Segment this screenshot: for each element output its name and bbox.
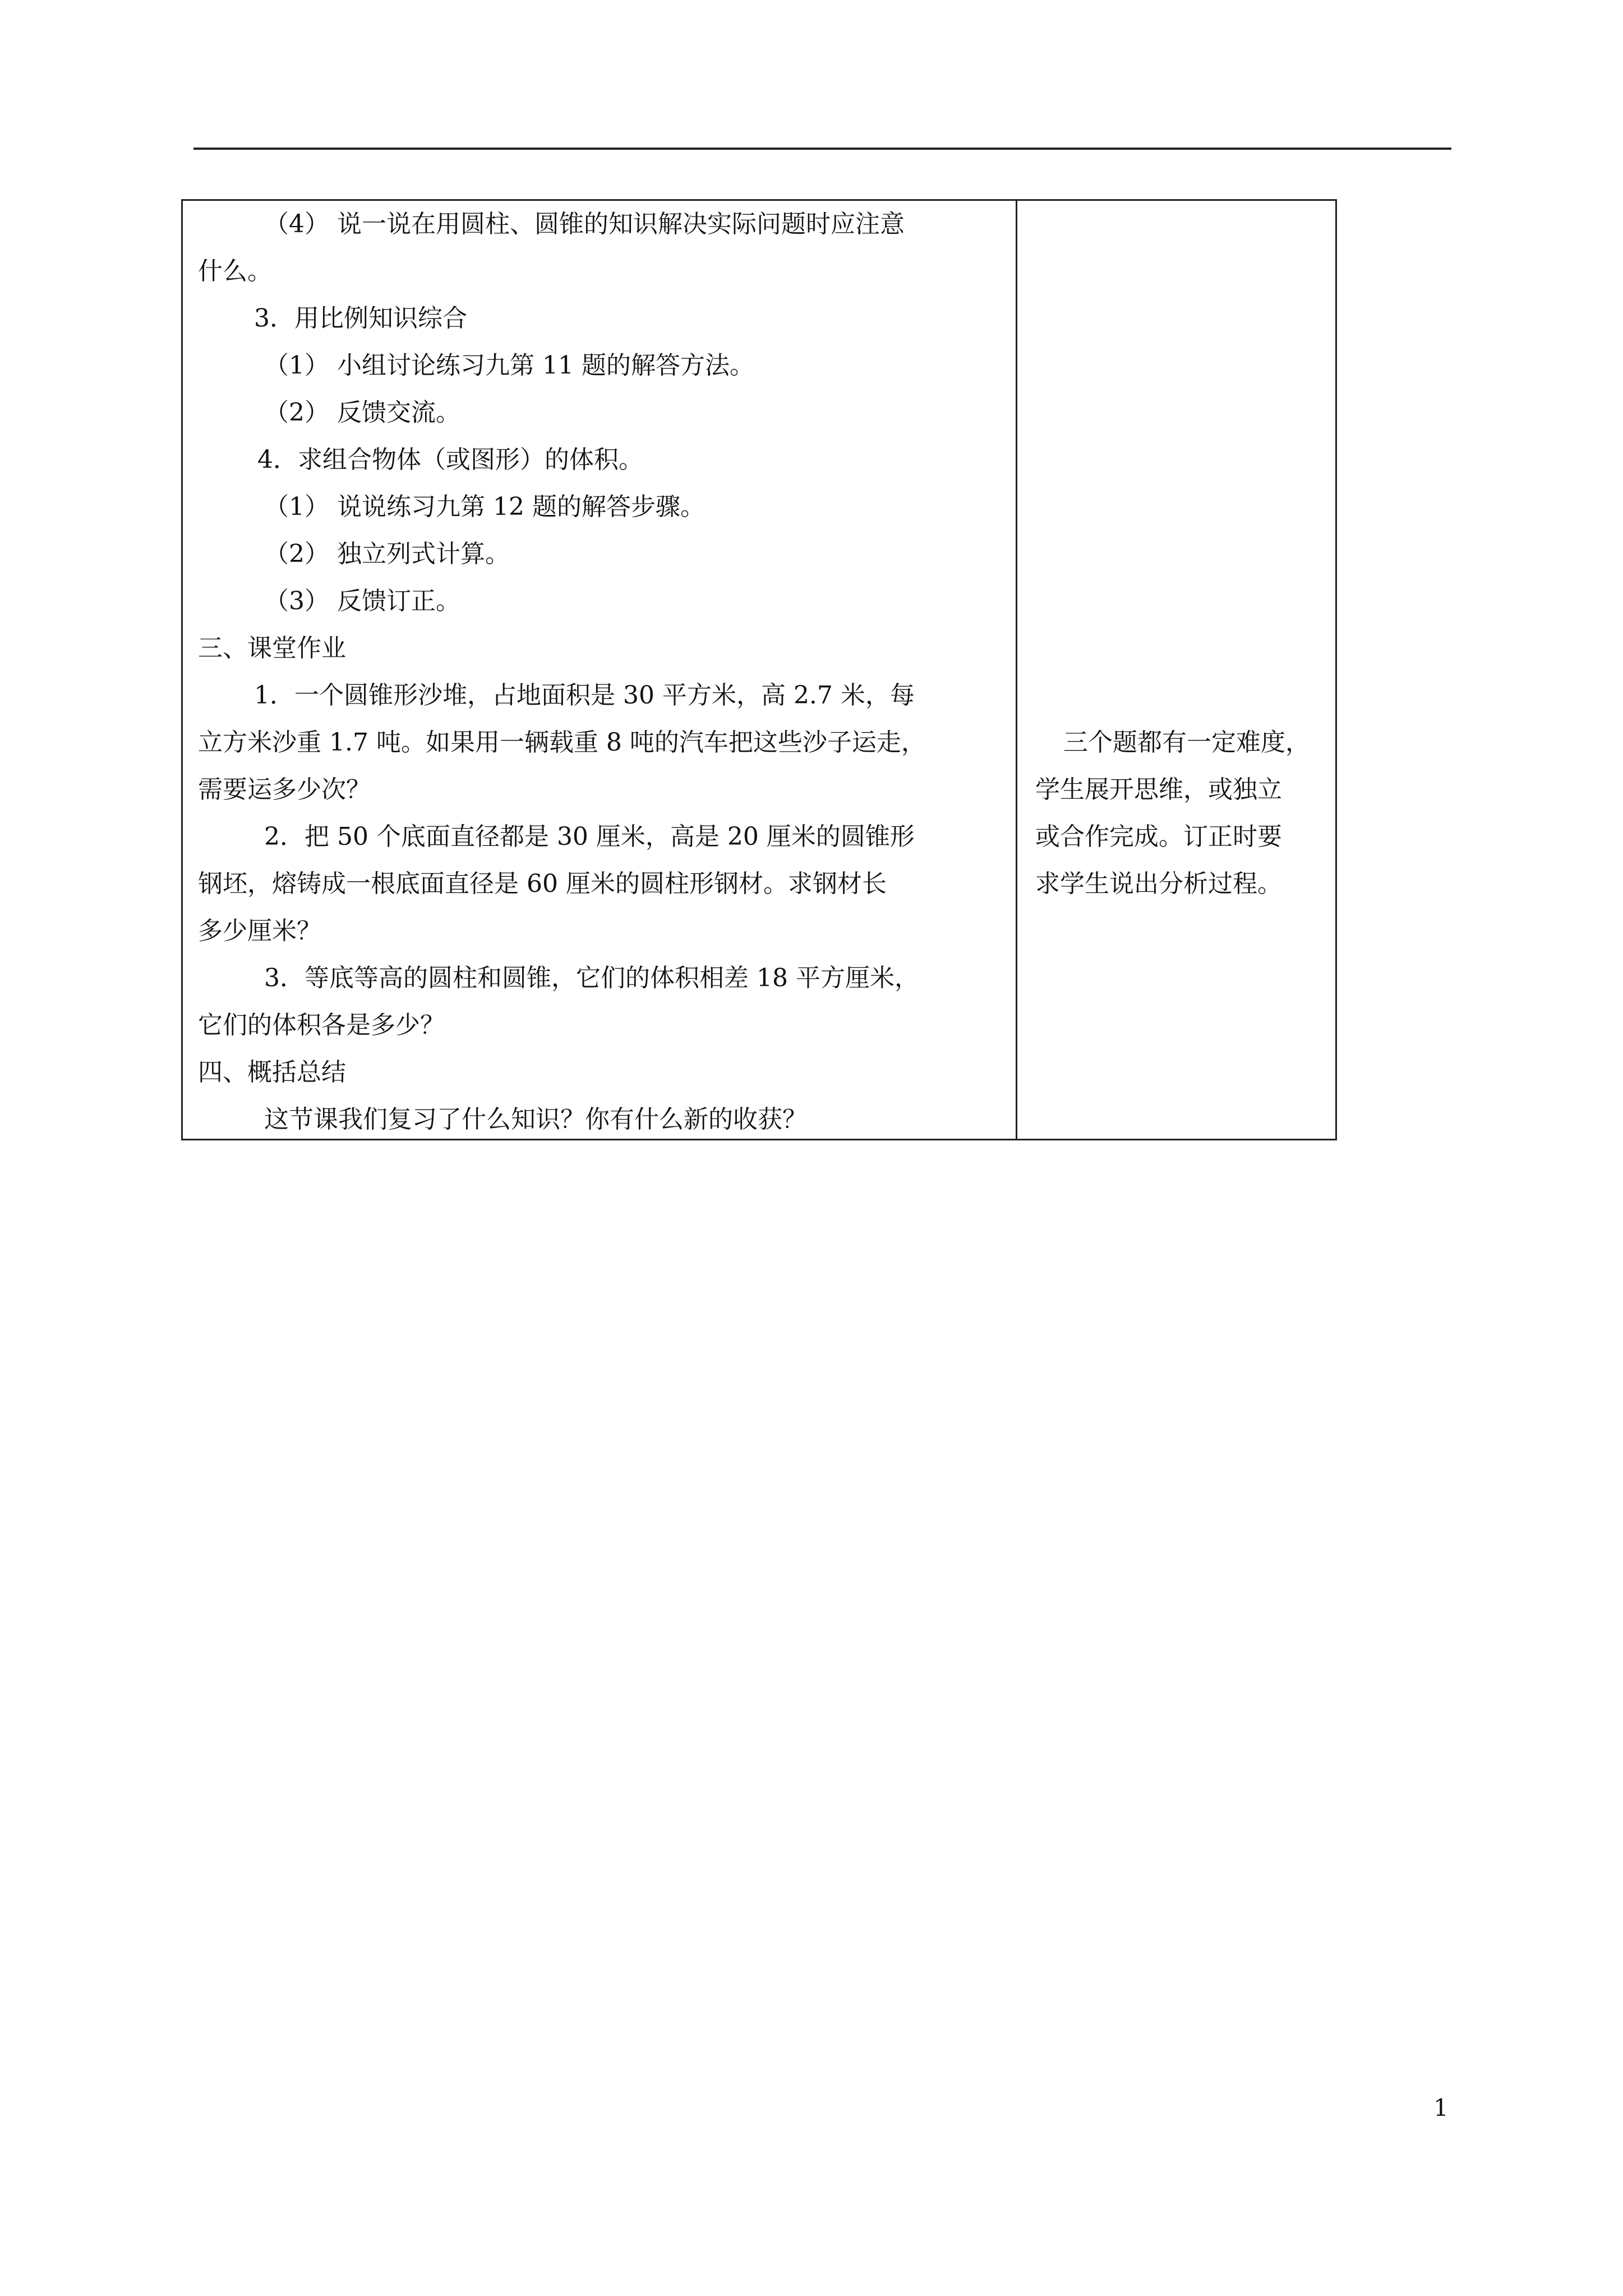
exercise-line: 钢坯，熔铸成一根底面直径是 60 厘米的圆柱形钢材。求钢材长 [198,869,887,898]
note-line: 或合作完成。订正时要 [1035,822,1282,851]
main-line: （4） 说一说在用圆柱、圆锥的知识解决实际问题时应注意 [264,210,905,238]
main-line: （2） 独立列式计算。 [264,540,510,568]
exercise-line: 3．等底等高的圆柱和圆锥，它们的体积相差 18 平方厘米， [264,964,919,992]
exercise-line: 立方米沙重 1.7 吨。如果用一辆载重 8 吨的汽车把这些沙子运走， [198,728,926,757]
page-number: 1 [1433,2094,1449,2122]
main-line: （3） 反馈订正。 [264,587,460,615]
lesson-plan-table [181,199,1337,1140]
section-heading: 4．求组合物体（或图形）的体积。 [257,445,643,474]
exercise-line: 1．一个圆锥形沙堆，占地面积是 30 平方米，高 2.7 米，每 [254,681,915,710]
exercise-line: 它们的体积各是多少？ [198,1011,445,1039]
main-line: 什么。 [198,257,272,286]
column-divider [1016,201,1017,1139]
section-heading: 三、课堂作业 [198,634,346,662]
header-rule [193,148,1451,150]
note-line: 三个题都有一定难度， [1063,728,1310,757]
note-line: 求学生说出分析过程。 [1035,869,1282,898]
main-line: （2） 反馈交流。 [264,398,460,427]
main-line: 这节课我们复习了什么知识？你有什么新的收获？ [264,1105,807,1134]
note-line: 学生展开思维，或独立 [1035,775,1282,804]
main-line: （1） 小组讨论练习九第 11 题的解答方法。 [264,351,754,380]
main-line: （1） 说说练习九第 12 题的解答步骤。 [264,493,705,521]
exercise-line: 需要运多少次？ [198,775,371,804]
section-heading: 3．用比例知识综合 [254,304,467,333]
section-heading: 四、概括总结 [198,1058,346,1087]
exercise-line: 多少厘米？ [198,917,321,945]
exercise-line: 2．把 50 个底面直径都是 30 厘米，高是 20 厘米的圆锥形 [264,822,915,851]
